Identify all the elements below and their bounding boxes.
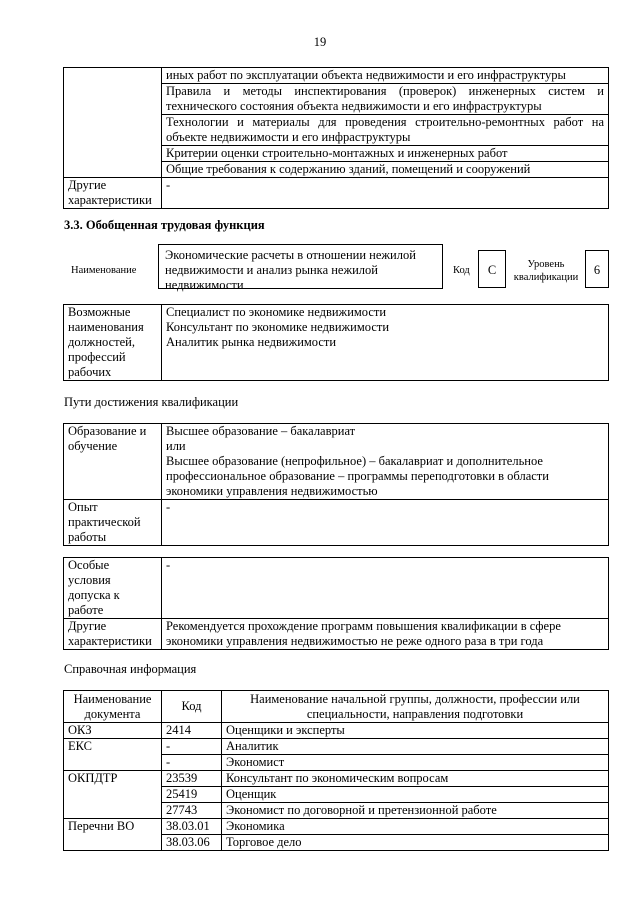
special-conditions-label: Особые условия допуска к работе xyxy=(64,558,162,619)
positions-table xyxy=(63,304,609,381)
education-value: Высшее образование – бакалавриат или Высшее образование (непрофильное) – бакалавриат и дополнительное профессиональное образование – программы переподготовки в области экономики управления недвижимостью xyxy=(162,424,609,500)
knowledge-item: Правила и методы инспектирования (проверок) инженерных систем и технического состояния объекта недвижимости и его инфраструктуры xyxy=(162,84,609,115)
name-cell: Торговое дело xyxy=(222,835,609,851)
table-row xyxy=(64,723,609,739)
other-characteristics-value: Рекомендуется прохождение программ повышения квалификации в сфере экономики управления недвижимостью не реже одного раза в три года xyxy=(162,619,609,650)
table-row xyxy=(64,819,609,835)
section-heading: 3.3. Обобщенная трудовая функция xyxy=(64,218,265,232)
experience-value: - xyxy=(162,500,609,546)
experience-label: Опыт практической работы xyxy=(64,500,162,546)
paths-heading: Пути достижения квалификации xyxy=(64,395,239,409)
name-cell: Аналитик xyxy=(222,739,609,755)
doc-cell: Перечни ВО xyxy=(64,819,162,851)
code-cell: 23539 xyxy=(162,771,222,787)
header-document: Наименование документа xyxy=(64,691,162,723)
function-name-box: Экономические расчеты в отношении нежилой недвижимости и анализ рынка нежилой недвижимости xyxy=(158,244,443,289)
special-conditions-value: - xyxy=(162,558,609,619)
level-value: 6 xyxy=(585,250,609,288)
code-cell: - xyxy=(162,739,222,755)
positions-values: Специалист по экономике недвижимости Консультант по экономике недвижимости Аналитик рынка недвижимости xyxy=(162,305,609,381)
conditions-table xyxy=(63,557,609,650)
doc-cell: ОКПДТР xyxy=(64,771,162,819)
knowledge-item: Общие требования к содержанию зданий, помещений и сооружений xyxy=(162,162,609,178)
name-cell: Экономика xyxy=(222,819,609,835)
table-row xyxy=(64,771,609,787)
top-characteristics-table xyxy=(63,67,609,209)
other-characteristics-label: Другие характеристики xyxy=(64,619,162,650)
code-value: C xyxy=(478,250,506,288)
reference-heading: Справочная информация xyxy=(64,662,197,676)
code-cell: - xyxy=(162,755,222,771)
code-cell: 38.03.06 xyxy=(162,835,222,851)
positions-label: Возможные наименования должностей, профессий рабочих xyxy=(64,305,162,381)
name-cell: Консультант по экономическим вопросам xyxy=(222,771,609,787)
knowledge-item: Критерии оценки строительно-монтажных и инженерных работ xyxy=(162,146,609,162)
name-cell: Оценщики и эксперты xyxy=(222,723,609,739)
other-characteristics-value: - xyxy=(162,178,609,209)
name-cell: Экономист по договорной и претензионной работе xyxy=(222,803,609,819)
table-row xyxy=(64,739,609,755)
level-label: Уровень квалификации xyxy=(513,259,579,283)
empty-label-cell xyxy=(64,68,162,178)
qualification-paths-table xyxy=(63,423,609,546)
code-cell: 25419 xyxy=(162,787,222,803)
name-cell: Экономист xyxy=(222,755,609,771)
header-code: Код xyxy=(162,691,222,723)
knowledge-item: иных работ по эксплуатации объекта недвижимости и его инфраструктуры xyxy=(162,68,609,84)
education-label: Образование и обучение xyxy=(64,424,162,500)
name-label: Наименование xyxy=(71,265,137,276)
reference-table xyxy=(63,690,609,851)
code-cell: 38.03.01 xyxy=(162,819,222,835)
knowledge-item: Технологии и материалы для проведения строительно-ремонтных работ на объекте недвижимости и его инфраструктуры xyxy=(162,115,609,146)
page-number: 19 xyxy=(313,35,327,49)
code-cell: 2414 xyxy=(162,723,222,739)
other-characteristics-label: Другие характеристики xyxy=(64,178,162,209)
doc-cell: ОКЗ xyxy=(64,723,162,739)
code-cell: 27743 xyxy=(162,803,222,819)
header-name: Наименование начальной группы, должности, профессии или специальности, направления подготовки xyxy=(222,691,609,723)
name-cell: Оценщик xyxy=(222,787,609,803)
doc-cell: ЕКС xyxy=(64,739,162,771)
code-label: Код xyxy=(453,265,470,276)
